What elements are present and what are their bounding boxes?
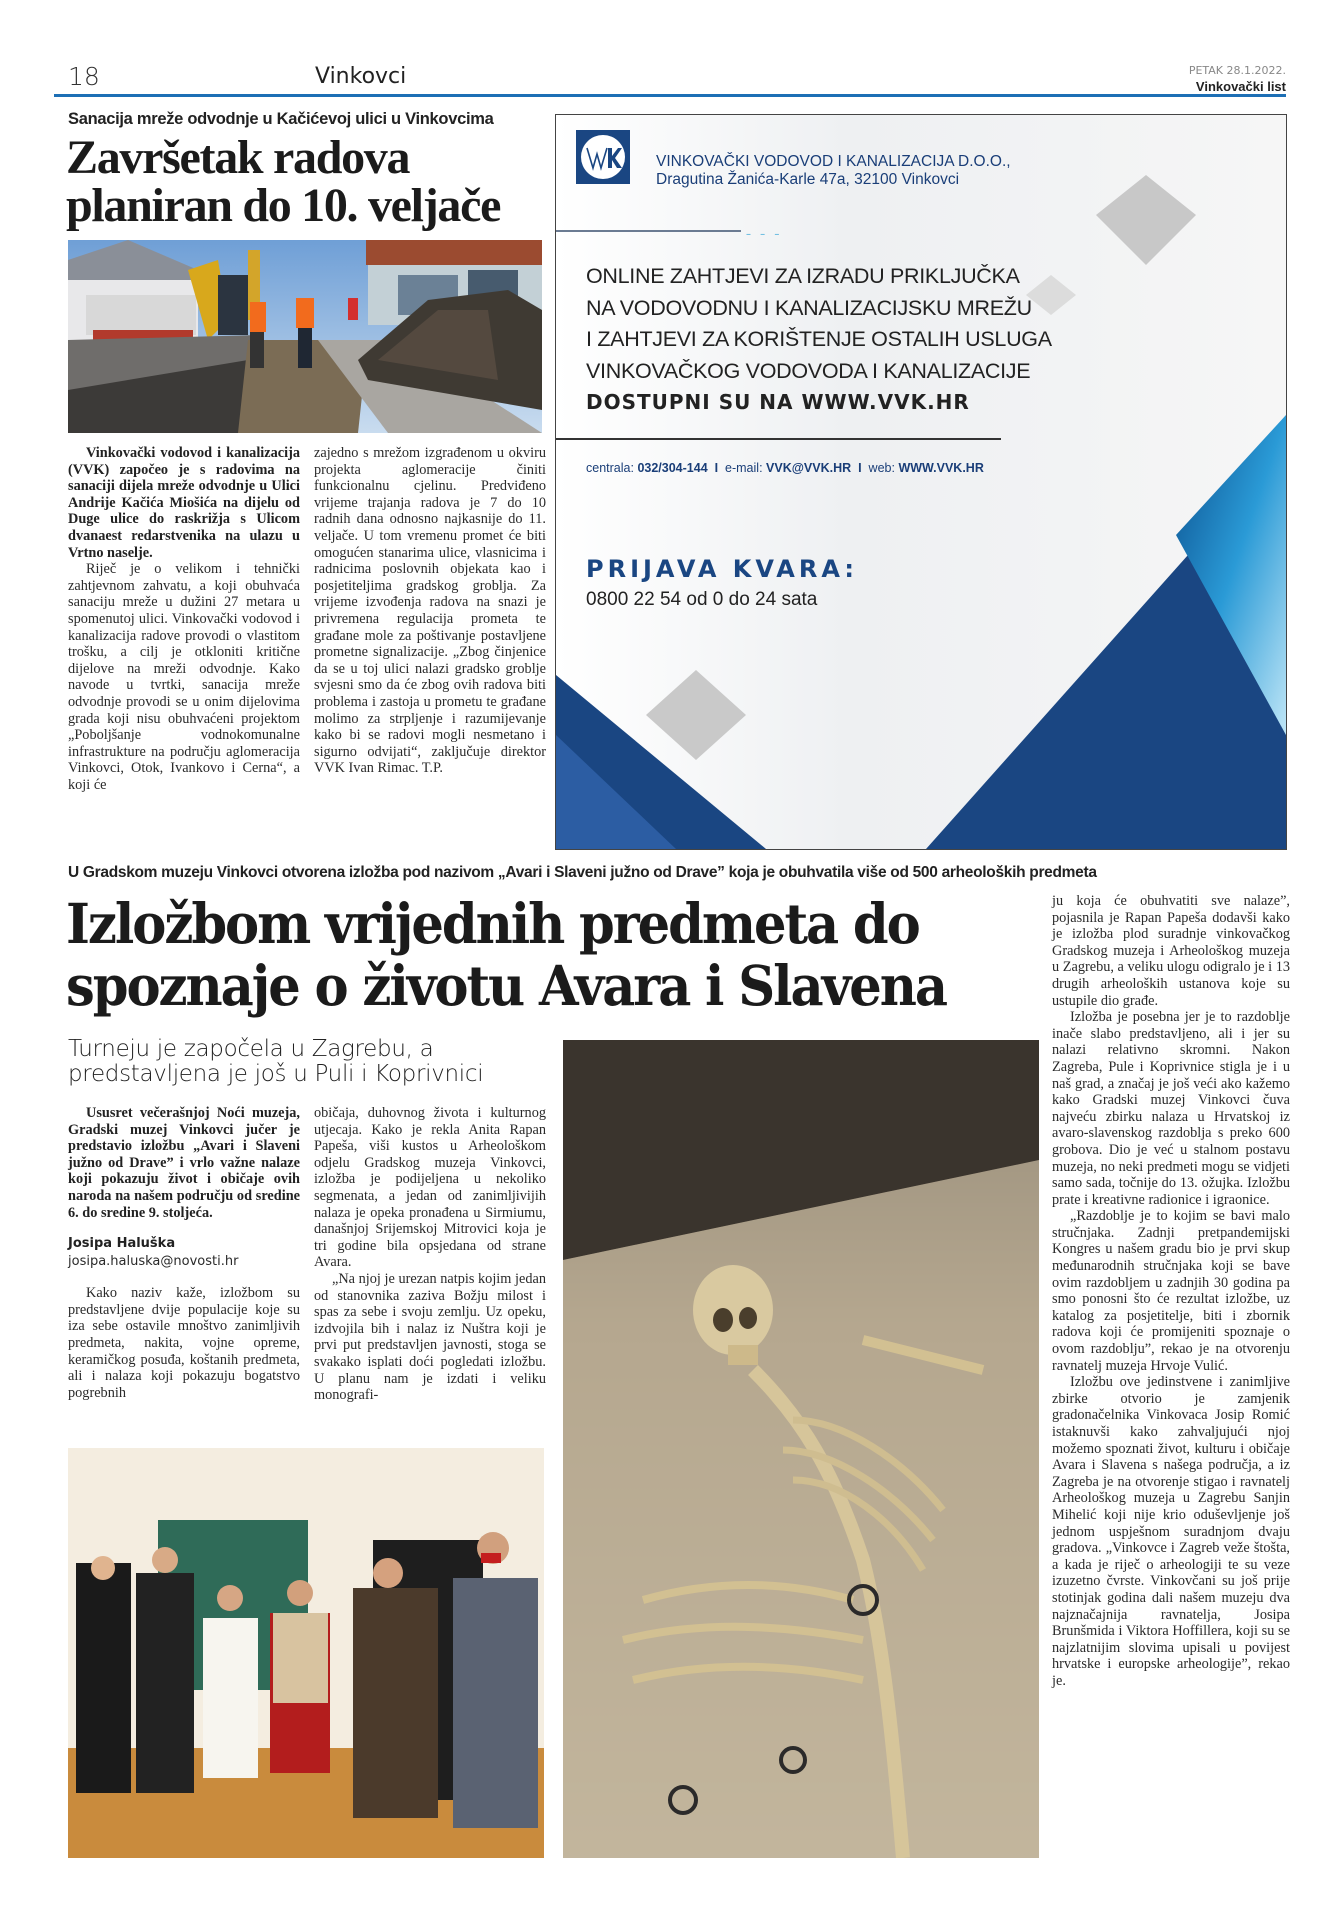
page-number: 18 (68, 62, 100, 91)
article1-headline-line1: Završetak radova (66, 131, 410, 184)
publication-name: Vinkovački list (1195, 79, 1286, 94)
ad-line: I ZAHTJEVI ZA KORIŠTENJE OSTALIH USLUGA (586, 327, 1052, 351)
article2-subtitle-line1: Turneju je započela u Zagrebu, a (68, 1036, 434, 1062)
article2-paragraph: Izložba je posebna jer je to razdoblje inače slabo predstavljeno, ali i jer su nalazi relativno skromni. Nakon Zagreba, Pule i Koprivnice stigla je i u naš grad, a značaj je još veći ako kažemo kako Gradski muzej Vinkovci čuva najveću zbirku nalaza u Hrvatskoj iz avaro-slavenskog razdoblja s preko 600 grobova. Dio je već u stalnom postavu muzeja, no neki predmeti mogu se vidjeti samo sada, točnije do 13. ožujka. Izložbu prate i kreativne radionice i igraonice. (1052, 1009, 1290, 1208)
article1-lead: Vinkovački vodovod i kanalizacija (VVK) započeo je s radovima na sanaciji dijela mreže odvodnje u Ulici Andrije Kačića Miošića na dijelu od Duge ulice do raskrižja s Ulicom dvanaest redarstvenika na ulazu u Vrtno naselje. (68, 445, 300, 561)
article2-paragraph: običaja, duhovnog života i kulturnog utjecaja. Kako je rekla Anita Rapan Papeša, viši kustos u Arheološkom odjelu Gradskog muzeja Vinkovci, izložba je podijeljena u nekoliko segmenata, a jedan od zanimljivijih nalaza je opeka pronađena u Sirmiumu, današnjoj Srijemskoj Mitrovici koja je tri godine bila opsjedana od strane Avara. (314, 1105, 546, 1271)
ad-line: NA VODOVODNU I KANALIZACIJSKU MREŽU (586, 295, 1032, 320)
ad-line: VINKOVAČKOG VODOVODA I KANALIZACIJE (586, 358, 1031, 383)
ad-fault-report-title: PRIJAVA KVARA: (586, 555, 858, 583)
ad-divider (556, 230, 741, 232)
ad-company-name: VINKOVAČKI VODOVOD I KANALIZACIJA D.O.O., (656, 153, 1011, 170)
issue-date: PETAK 28.1.2022. (1188, 64, 1286, 77)
header-rule (54, 94, 1286, 97)
article2-column3 (1052, 893, 1290, 1690)
ad-dash-decoration: – – – (746, 229, 783, 240)
article1-kicker: Sanacija mreže odvodnje u Kačićevoj ulici u Vinkovcima (68, 110, 494, 128)
author-name: Josipa Haluška (68, 1236, 176, 1252)
article2-headline (66, 893, 977, 1017)
web-link[interactable]: WWW.VVK.HR (898, 461, 984, 475)
article2-subtitle-line2: predstavljena je još u Puli i Koprivnici (68, 1061, 484, 1087)
web-label: web: (868, 461, 895, 475)
vvk-logo-mark (576, 130, 630, 184)
article2-headline-line1: Izložbom vrijednih predmeta do (66, 891, 919, 956)
article1-column1 (68, 445, 300, 793)
contact-separator: I (858, 461, 862, 475)
ad-fault-report-hours: 0800 22 54 od 0 do 24 sata (586, 589, 818, 610)
article2-headline-line2: spoznaje o životu Avara i Slavena (66, 953, 946, 1018)
ad-company-address: Dragutina Žanića-Karle 47a, 32100 Vinkovci (656, 171, 960, 188)
vvk-advertisement (555, 114, 1287, 850)
vvk-logo (576, 130, 630, 184)
exhibition-opening-image (68, 1448, 544, 1858)
ad-company (656, 153, 1011, 189)
article1-headline (66, 131, 546, 232)
ad-rule (556, 438, 1001, 440)
author-email[interactable]: josipa.haluska@novosti.hr (68, 1254, 239, 1270)
article2-column1 (68, 1105, 300, 1401)
article2-subtitle (68, 1037, 548, 1087)
contact-separator: I (714, 461, 719, 475)
article2-paragraph: „Na njoj je urezan natpis kojim jedan od stanovnika zaziva Božju milost i spas za sebe i svoju zemlju. Uz opeku, izdvojila bih i nalaz iz Nuštra koji je prvi put predstavljen javnosti, stoga se svakako isplati doći pogledati izložbu. U planu nam je izdati i veliku monografi- (314, 1270, 546, 1404)
article2-kicker: U Gradskom muzeju Vinkovci otvorena izložba pod nazivom „Avari i Slaveni južno od Drave” koja je obuhvatila više od 500 arheoloških predmeta (68, 864, 1097, 881)
article2-paragraph: Izložbu ove jedinstvene i zanimljive zbirke otvorio je zamjenik gradonačelnika Vinkovaca Josip Romić istaknuvši kako zahvaljujući njoj možemo spoznati život, kulturu i običaje Avara i Slavena s našega područja, a iz Zagreba je na otvorenje stigao i ravnatelj Arheološkog muzeja u Zagrebu Sanjin Mihelić koji nije krio oduševljenje još jednom uspješnom suradnjom dvaju gradova. „Vinkovce i Zagreb veže štošta, a kada je riječ o arheologiji te su veze izuzetno čvrste. Vinkovčani su još prije stotinjak godina dali našem muzeju dva najznačajnija ravnatelja, Josipa Brunšmida i Viktora Hoffillera, koji su se najzlatnijim slovima upisali u povijest hrvatske i europske arheologije”, rekao je. (1052, 1374, 1290, 1689)
exhibition-opening-photo (68, 1448, 544, 1858)
article2-paragraph: ju koja će obuhvatiti sve nalaze”, pojasnila je Rapan Papeša dodavši kako je izložba plod suradnje vinkovačkog Gradskog muzeja i Arheološkog muzeja u Zagrebu, a veliku ulogu odigralo je i 13 drugih arheoloških ustanova koje su ustupile dio građe. (1052, 893, 1290, 1009)
ad-cta: DOSTUPNI SU NA WWW.VVK.HR (586, 390, 970, 414)
byline (68, 1235, 300, 1271)
road-works-image (68, 240, 542, 433)
centrala-phone[interactable]: 032/304-144 (637, 461, 708, 475)
ad-background-shapes (556, 115, 1286, 849)
section-title: Vinkovci (315, 64, 407, 89)
article1-paragraph: Riječ je o velikom i tehnički zahtjevnom zahvatu, a koji obuhvaća sanaciju mreže u dužini 27 metara u spomenutoj ulici. Vinkovački vodovod i kanalizacija radove provodi o vlastitom trošku, a cilj je otkloniti kritične dijelove na mreži odvodnje. Kako navode u tvrtki, sanacija mreže odvodnje provodi se u onim dijelovima grada koji nisu obuhvaćeni projektom „Poboljšanje vodnokomunalne infrastrukture na području aglomeracija Vinkovci, Otok, Ivankovo i Cerna“, a koji će (68, 561, 300, 793)
road-works-photo (68, 240, 542, 433)
skeleton-exhibit-photo (563, 1040, 1039, 1858)
article2-lead: Ususret večerašnjoj Noći muzeja, Gradski muzej Vinkovci jučer je predstavio izložbu „Avari i Slaveni južno od Drave” i vrlo važne nalaze koji pokazuju život i običaje ovih naroda na našem području od sredine 6. do sredine 9. stoljeća. (68, 1105, 300, 1221)
article1-column2 (314, 445, 546, 777)
skeleton-image (563, 1040, 1039, 1858)
centrala-label: centrala: (586, 461, 634, 475)
article1-headline-line2: planiran do 10. veljače (66, 179, 501, 232)
ad-line: ONLINE ZAHTJEVI ZA IZRADU PRIKLJUČKA (586, 264, 1020, 288)
article2-paragraph: Kako naziv kaže, izložbom su predstavljene dvije populacije koje su iza sebe ostavile mnoštvo zanimljivih predmeta, nakita, vojne opreme, keramičkog posuđa, koštanih predmeta, ali i nalaza koji pokazuju bogatstvo pogrebnih (68, 1285, 300, 1401)
ad-main-text (586, 261, 1052, 419)
email-label: e-mail: (725, 461, 763, 475)
email-link[interactable]: VVK@VVK.HR (766, 461, 852, 475)
article1-paragraph: zajedno s mrežom izgrađenom u okviru projekta aglomeracije činiti funkcionalnu cjelinu. Predviđeno vrijeme trajanja radova je 7 do 10 radnih dana odnosno najkasnije do 11. veljače. U tom vremenu promet će biti omogućen stanarima ulice, vlasnicima i radnicima poslovnih objekata kao i posjetiteljima gradskog groblja. Za vrijeme izvođenja radova na snazi je privremena regulacija prometa te građane mole za poštivanje postavljene prometne signalizacije. „Zbog činjenice da se u toj ulici nalazi gradsko groblje svjesni smo da će zbog ovih radova biti problema i zastoja u prometu te građane molimo za strpljenje i razumijevanje kako bi se radovi mogli nesmetano i sigurno odvijati“, zaključuje direktor VVK Ivan Rimac. T.P. (314, 445, 546, 777)
article2-paragraph: „Razdoblje je to kojim se bavi malo stručnjaka. Zadnji pretpandemijski Kongres u našem gradu bio je prvi skup međunarodnih stručnjaka koji se bave ovim razdobljem u zadnjih 30 godina pa smo ponosni što će rezultat izložbe, uz katalog za posjetitelje, biti i zbornik radova koji će promijeniti spoznaje o ovom razdoblju”, rekao je na otvorenju ravnatelj muzeja Hrvoje Vulić. (1052, 1208, 1290, 1374)
ad-contact-line (586, 461, 984, 475)
article2-column2 (314, 1105, 546, 1404)
